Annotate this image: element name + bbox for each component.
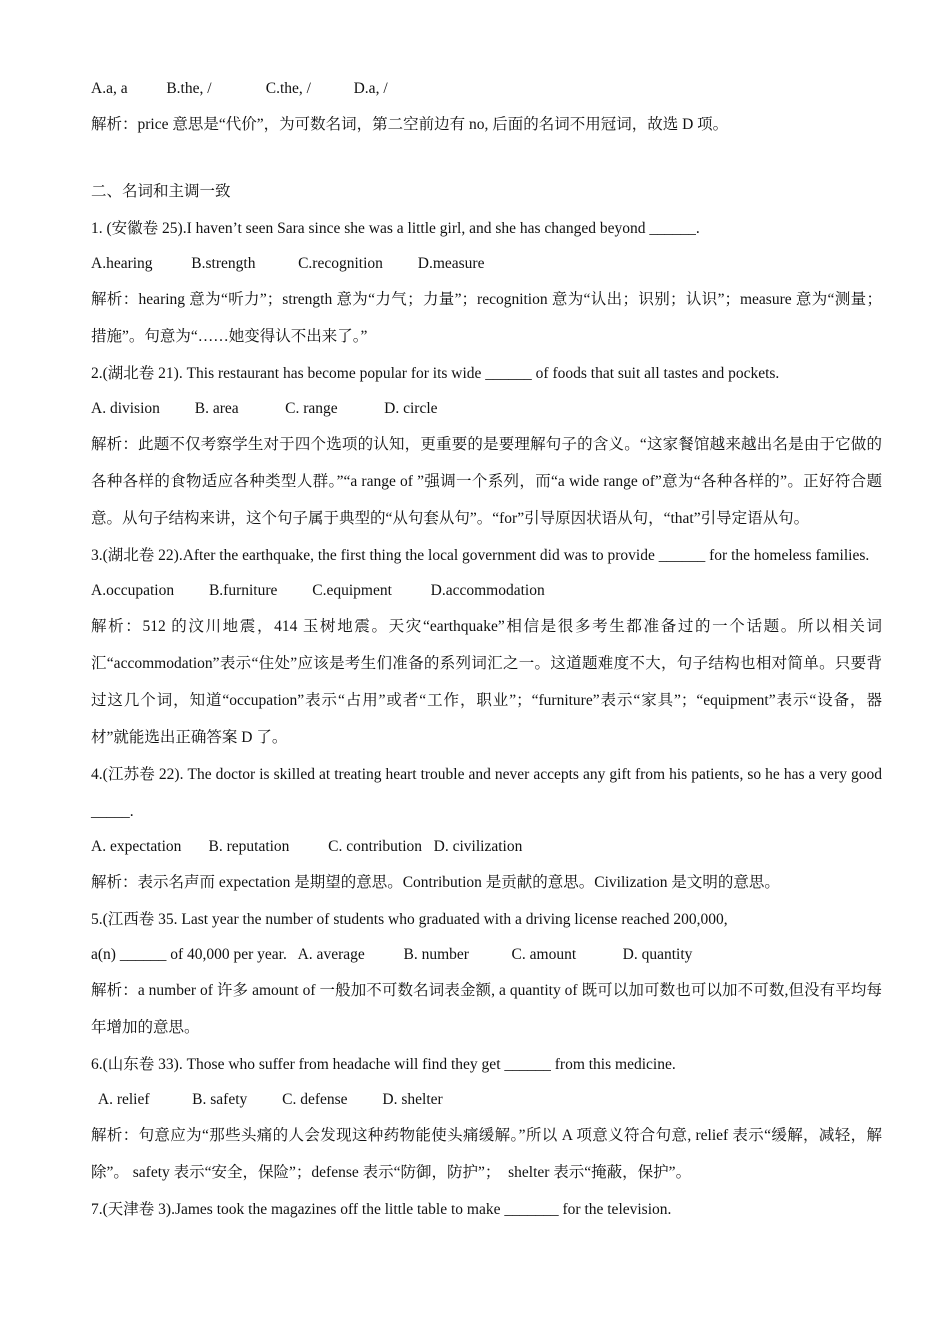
blank-line bbox=[91, 143, 882, 173]
options-line: A.a, a B.the, / C.the, / D.a, / bbox=[91, 80, 388, 97]
question-4-options: A. expectation B. reputation C. contribution D. civilization bbox=[91, 838, 523, 855]
question-1: 1. (安徽卷 25).I haven’t seen Sara since she was a little girl, and she has changed beyond ______. bbox=[91, 220, 700, 237]
question-6: 6.(山东卷 33). Those who suffer from headache will find they get ______ from this medicine. bbox=[91, 1056, 676, 1073]
section-heading: 二、名词和主调一致 bbox=[91, 183, 231, 200]
question-5-options: a(n) ______ of 40,000 per year. A. average B. number C. amount D. quantity bbox=[91, 946, 693, 963]
question-5: 5.(江西卷 35. Last year the number of students who graduated with a driving license reached 200,000, bbox=[91, 911, 728, 928]
question-6-options: A. relief B. safety C. defense D. shelter bbox=[91, 1091, 443, 1108]
question-5-explanation: 解析：a number of 许多 amount of 一般加不可数名词表金额, a quantity of 既可以加可数也可以加不可数,但没有平均每年增加的意思。 bbox=[91, 982, 882, 1036]
question-6-explanation: 解析：句意应为“那些头痛的人会发现这种药物能使头痛缓解。”所以 A 项意义符合句意, relief 表示“缓解，减轻，解除”。 safety 表示“安全，保险”；defense 表示“防御，防护”； shelter 表示“掩蔽，保护”。 bbox=[91, 1127, 882, 1181]
question-3: 3.(湖北卷 22).After the earthquake, the first thing the local government did was to provide ______ for the homeless families. bbox=[91, 547, 870, 564]
question-3-options: A.occupation B.furniture C.equipment D.accommodation bbox=[91, 582, 545, 599]
question-2: 2.(湖北卷 21). This restaurant has become popular for its wide ______ of foods that suit all tastes and pockets. bbox=[91, 365, 780, 382]
question-2-options: A. division B. area C. range D. circle bbox=[91, 400, 438, 417]
question-1-options: A.hearing B.strength C.recognition D.measure bbox=[91, 255, 485, 272]
question-4: 4.(江苏卷 22). The doctor is skilled at treating heart trouble and never accepts any gift from his patients, so he has a very good _____. bbox=[91, 766, 886, 820]
question-3-explanation: 解析：512 的汶川地震，414 玉树地震。天灾“earthquake”相信是很多考生都准备过的一个话题。所以相关词汇“accommodation”表示“住处”应该是考生们准备的系列词汇之一。这道题难度不大，句子结构也相对简单。只要背过这几个词，知道“occupation”表示“占用”或者“工作，职业”；“furniture”表示“家具”；“equipment”表示“设备，器材”就能选出正确答案 D 了。 bbox=[91, 618, 882, 746]
question-2-explanation: 解析：此题不仅考察学生对于四个选项的认知，更重要的是要理解句子的含义。“这家餐馆越来越出名是由于它做的各种各样的食物适应各种类型人群。”“a range of ”强调一个系列，而“a wide range of”意为“各种各样的”。正好符合题意。从句子结构来讲，这个句子属于典型的“从句套从句”。“for”引导原因状语从句，“that”引导定语从句。 bbox=[91, 436, 882, 527]
question-7: 7.(天津卷 3).James took the magazines off the little table to make _______ for the television. bbox=[91, 1201, 672, 1218]
explanation-line: 解析：price 意思是“代价”，为可数名词，第二空前边有 no, 后面的名词不用冠词，故选 D 项。 bbox=[91, 116, 729, 133]
question-4-explanation: 解析：表示名声而 expectation 是期望的意思。Contribution 是贡献的意思。Civilization 是文明的意思。 bbox=[91, 874, 780, 891]
question-1-explanation: 解析：hearing 意为“听力”；strength 意为“力气；力量”；recognition 意为“认出；识别；认识”；measure 意为“测量；措施”。句意为“……她变得认不出来了。” bbox=[91, 291, 882, 345]
